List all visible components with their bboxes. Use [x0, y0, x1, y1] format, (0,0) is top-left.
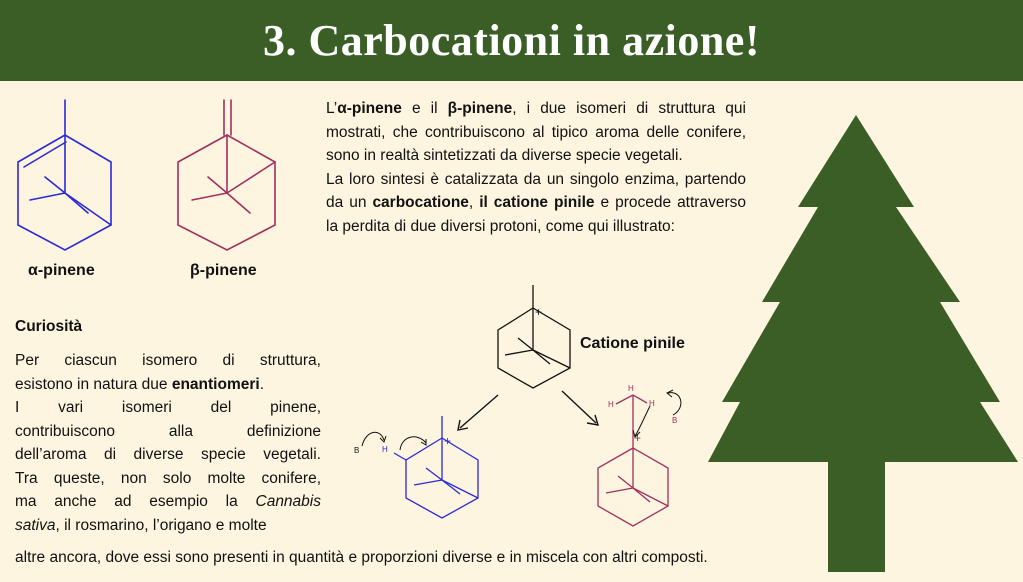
curiosity-text-part: esistono in natura due [15, 375, 172, 393]
curiosity-cannabis-term: Cannabis [255, 493, 321, 510]
intro-text-part: L’ [326, 100, 338, 117]
intro-text-part: e il [401, 100, 448, 117]
intro-text-part: La loro sintesi è catalizzata da un singolo enzima, partendo da un [326, 170, 746, 211]
title-banner [0, 0, 1023, 81]
curiosity-line: dell’aroma di diverse specie vegetali. [15, 446, 321, 463]
beta-product-h-left: H [608, 400, 614, 409]
curiosity-title: Curiosità [15, 318, 83, 335]
alpha-pinene-structure [10, 95, 120, 255]
alpha-pinene-label: α-pinene [28, 262, 95, 279]
beta-product-h-top: H [628, 384, 634, 393]
intro-text-part: , [468, 194, 480, 211]
curiosity-text-part: ma anche ad esempio la [15, 493, 256, 510]
beta-base-label: B [672, 416, 678, 425]
pinyl-cation-structure [498, 285, 570, 388]
alpha-product-plus: + [444, 434, 452, 448]
intro-carbocation-term: carbocatione [372, 194, 469, 211]
curiosity-sativa-term: sativa [15, 516, 56, 534]
cation-label: Catione pinile [580, 335, 685, 352]
curiosity-enantiomers-term: enantiomeri [171, 375, 260, 393]
intro-beta-term: β-pinene [447, 100, 513, 117]
curiosity-text [15, 349, 321, 537]
curiosity-line [15, 490, 321, 514]
cation-plus-sign: + [535, 305, 543, 319]
alpha-product-h: H [382, 445, 388, 454]
alpha-base-label: B [354, 446, 360, 455]
curiosity-line [15, 514, 321, 538]
pine-tree-icon [700, 112, 1023, 574]
curiosity-line: I vari isomeri del pinene, [15, 399, 321, 416]
curiosity-line [15, 373, 321, 397]
intro-pinyl-cation-term: il catione pinile [479, 194, 595, 211]
curiosity-line: Tra queste, non solo molte conifere, [15, 469, 321, 487]
beta-pinene-structure [170, 95, 285, 255]
intro-text-part: , i due isomeri di struttura qui mostrati, che contribuiscono al tipico aroma delle conifere, sono in realtà sintetizzati da diverse specie vegetali. [326, 100, 746, 164]
curiosity-final-line: altre ancora, dove essi sono presenti in quantità e proporzioni diverse e in miscela con altri composti. [15, 549, 708, 566]
intro-alpha-term: α-pinene [337, 100, 402, 117]
page-title: 3. Carbocationi in azione! [263, 16, 760, 65]
curiosity-line: Per ciascun isomero di struttura, [15, 352, 321, 369]
curiosity-line: contribuiscono alla definizione [15, 422, 321, 440]
reaction-scheme [340, 278, 710, 533]
intro-text [326, 97, 746, 238]
beta-product-plus: + [634, 431, 642, 445]
beta-product-h-right: H [649, 399, 655, 408]
curiosity-text-part: . [259, 375, 265, 393]
beta-pinene-label: β-pinene [190, 262, 257, 279]
intro-text-part: e procede attraverso la perdita di due diversi protoni, come qui illustrato: [326, 194, 746, 235]
curiosity-text-part: , il rosmarino, l’origano e molte [55, 516, 267, 534]
